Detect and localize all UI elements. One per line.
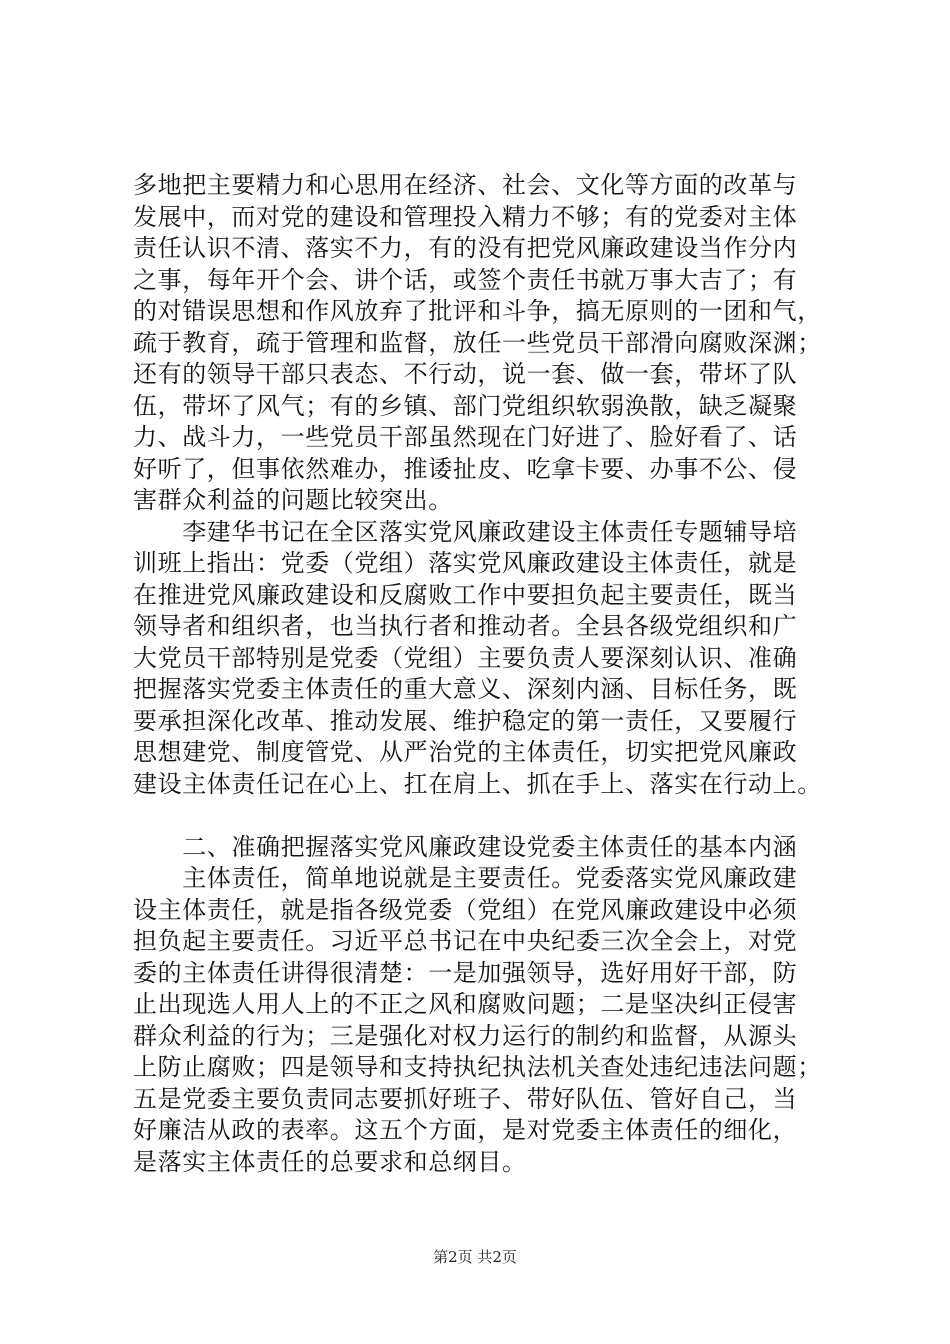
paragraph-block-1	[133, 170, 845, 800]
text-line: 多地把主要精力和心思用在经济、社会、文化等方面的改革与	[133, 171, 798, 199]
text-line: 训班上指出：党委（党组）落实党风廉政建设主体责任，就是	[133, 549, 798, 577]
text-line: 发展中，而对党的建设和管理投入精力不够；有的党委对主体	[133, 202, 798, 231]
text-line: 李建华书记在全区落实党风廉政建设主体责任专题辅导培	[133, 517, 798, 546]
text-line: 要承担深化改革、推动发展、维护稳定的第一责任，又要履行	[133, 706, 798, 735]
text-line: 在推进党风廉政建设和反腐败工作中要担负起主要责任，既当	[133, 580, 798, 609]
text-line: 好听了，但事依然难办，推诿扯皮、吃拿卡要、办事不公、侵	[133, 454, 798, 483]
document-body	[133, 170, 845, 1178]
paragraph-block-2	[133, 832, 845, 1179]
text-line: 群众利益的行为；三是强化对权力运行的制约和监督，从源头	[133, 1021, 798, 1050]
text-line: 领导者和组织者，也当执行者和推动者。全县各级党组织和广	[133, 612, 798, 640]
text-line: 害群众利益的问题比较突出。	[133, 486, 453, 514]
text-line: 还有的领导干部只表态、不行动，说一套、做一套，带坏了队	[133, 360, 798, 388]
text-line: 疏于教育，疏于管理和监督，放任一些党员干部滑向腐败深渊；	[133, 328, 822, 357]
text-line: 设主体责任，就是指各级党委（党组）在党风廉政建设中必须	[133, 895, 798, 924]
text-line: 伍，带坏了风气；有的乡镇、部门党组织软弱涣散，缺乏凝聚	[133, 391, 798, 420]
text-line: 担负起主要责任。习近平总书记在中央纪委三次全会上，对党	[133, 927, 798, 955]
text-line: 五是党委主要负责同志要抓好班子、带好队伍、管好自己，当	[133, 1084, 798, 1113]
text-line: 止出现选人用人上的不正之风和腐败问题；二是坚决纠正侵害	[133, 990, 798, 1018]
text-line: 大党员干部特别是党委（党组）主要负责人要深刻认识、准确	[133, 643, 798, 672]
text-line: 之事，每年开个会、讲个话，或签个责任书就万事大吉了；有	[133, 265, 798, 294]
text-line: 责任认识不清、落实不力，有的没有把党风廉政建设当作分内	[133, 234, 798, 262]
text-line: 上防止腐败；四是领导和支持执纪执法机关查处违纪违法问题；	[133, 1053, 822, 1081]
text-line: 建设主体责任记在心上、扛在肩上、抓在手上、落实在行动上。	[133, 769, 822, 798]
text-line: 是落实主体责任的总要求和总纲目。	[133, 1147, 527, 1176]
section-heading: 二、准确把握落实党风廉政建设党委主体责任的基本内涵	[133, 832, 798, 861]
text-line: 的对错误思想和作风放弃了批评和斗争，搞无原则的一团和气，	[133, 297, 822, 325]
paragraph-gap	[133, 800, 845, 832]
text-line: 力、战斗力，一些党员干部虽然现在门好进了、脸好看了、话	[133, 423, 798, 451]
text-line: 主体责任，简单地说就是主要责任。党委落实党风廉政建	[133, 864, 798, 892]
text-line: 把握落实党委主体责任的重大意义、深刻内涵、目标任务，既	[133, 675, 798, 703]
page-number-footer: 第2页 共2页	[433, 1248, 517, 1266]
text-line: 好廉洁从政的表率。这五个方面，是对党委主体责任的细化，	[133, 1116, 798, 1144]
text-line: 委的主体责任讲得很清楚：一是加强领导，选好用好干部，防	[133, 958, 798, 987]
text-line: 思想建党、制度管党、从严治党的主体责任，切实把党风廉政	[133, 738, 798, 766]
